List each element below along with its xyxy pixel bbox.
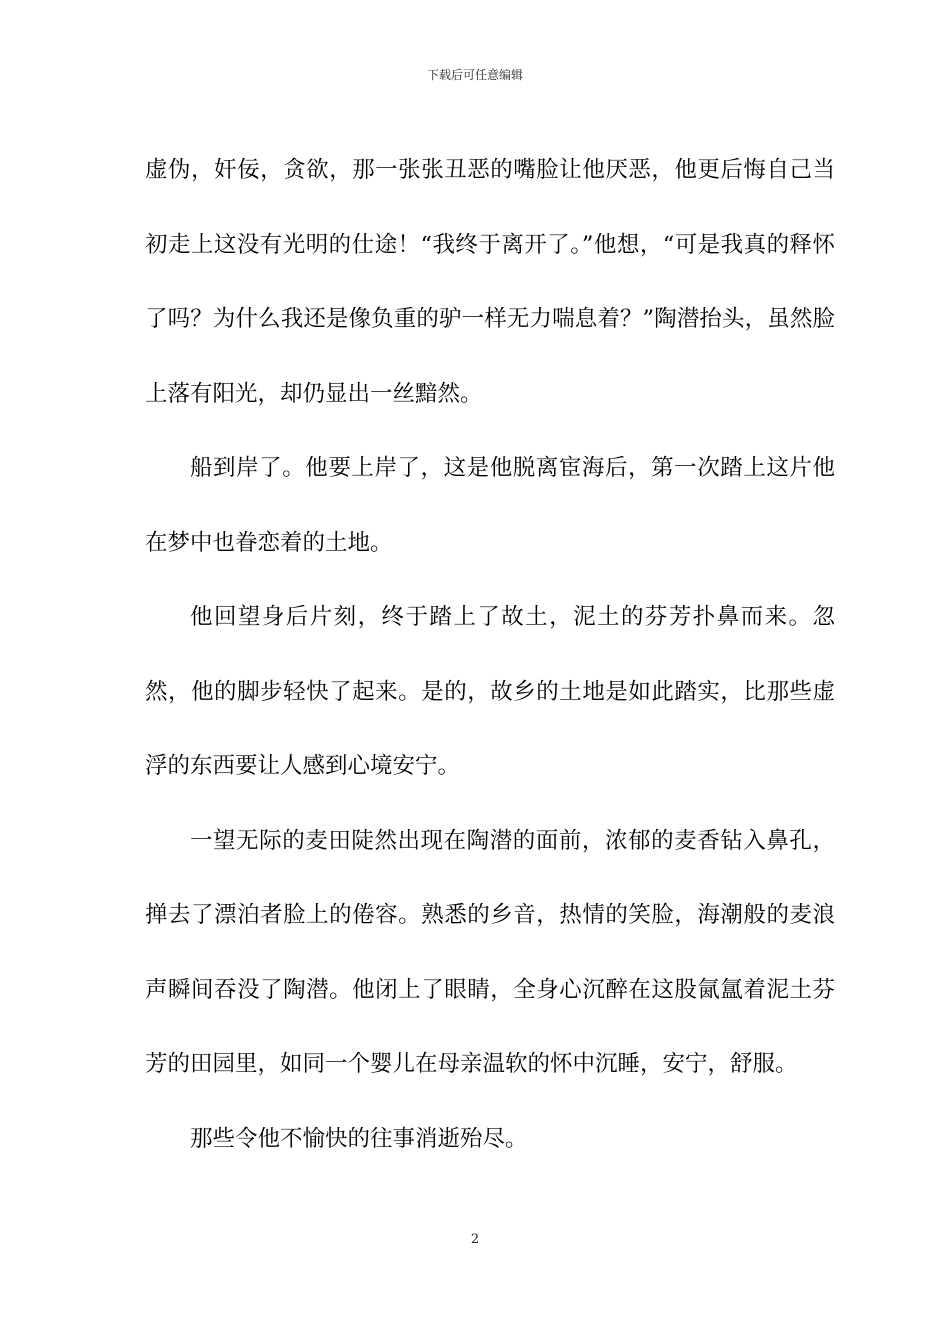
- paragraph-1: 虚伪，奸佞，贪欲，那一张张丑恶的嘴脸让他厌恶，他更后悔自己当初走上这没有光明的仕途！“我终于离开了。”他想，“可是我真的释怀了吗？为什么我还是像负重的驴一样无力喘息着？”陶潜抬头，虽然脸上落有阳光，却仍显出一丝黯然。: [145, 157, 835, 407]
- paragraph-5: 那些令他不愉快的往事消逝殆尽。: [190, 1125, 528, 1152]
- document-body: [145, 133, 835, 1176]
- paragraph-3: 他回望身后片刻，终于踏上了故土，泥土的芬芳扑鼻而来。忽然，他的脚步轻快了起来。是的，故乡的土地是如此踏实，比那些虚浮的东西要让人感到心境安宁。: [145, 604, 835, 779]
- paragraph-2: 船到岸了。他要上岸了，这是他脱离宦海后，第一次踏上这片他在梦中也眷恋着的土地。: [145, 455, 835, 556]
- page-header: 下载后可任意编辑: [426, 68, 523, 82]
- page-number: 2: [470, 1232, 480, 1247]
- paragraph-4: 一望无际的麦田陡然出现在陶潜的面前，浓郁的麦香钻入鼻孔，掸去了漂泊者脸上的倦容。熟悉的乡音，热情的笑脸，海潮般的麦浪声瞬间吞没了陶潜。他闭上了眼睛，全身心沉醉在这股氤氲着泥土芬芳的田园里，如同一个婴儿在母亲温软的怀中沉睡，安宁，舒服。: [145, 827, 835, 1077]
